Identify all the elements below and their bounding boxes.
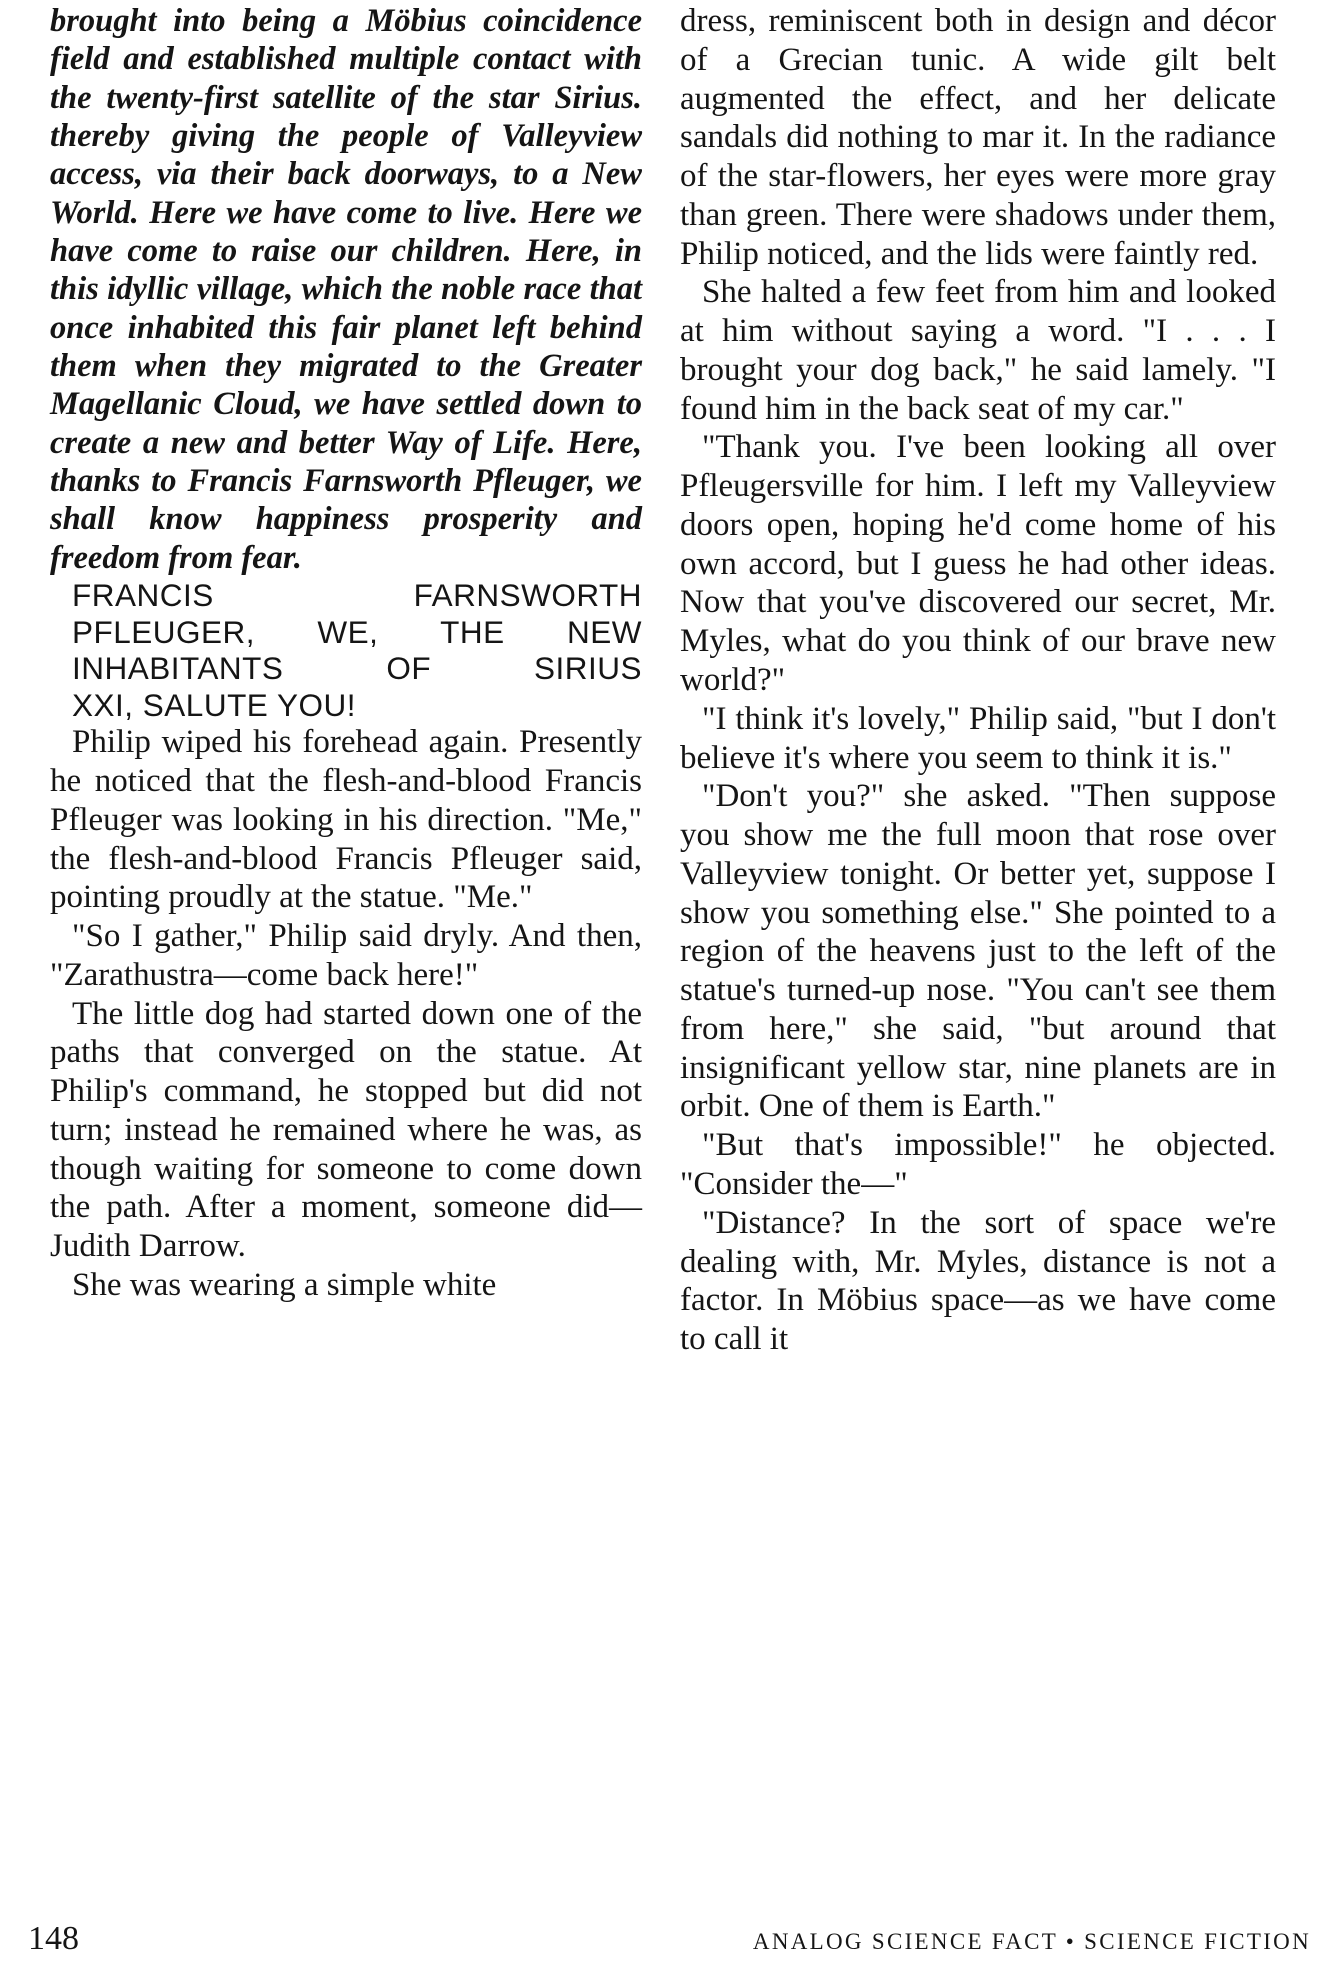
body-paragraph: The little dog had started down one of the paths that converged on the statue. At Philip's command, he stopped but did not turn; instead he remained where he was, as though waiting for someone to come down the path. After a moment, someone did—Judith Darrow.	[50, 995, 642, 1265]
body-paragraph: dress, reminiscent both in design and décor of a Grecian tunic. A wide gilt belt augmented the effect, and her delicate sandals did nothing to mar it. In the radiance of the star-flowers, her eyes were more gray than green. There were shadows under them, Philip noticed, and the lids were faintly red.	[680, 3, 1276, 272]
body-paragraph: "But that's impossible!" he objected. "Consider the—"	[680, 1127, 1276, 1202]
salute-line: XXI, SALUTE YOU!	[72, 686, 357, 723]
salute-line: PFLEUGER, WE, THE NEW	[72, 613, 642, 650]
body-paragraph: She halted a few feet from him and looked at him without saying a word. "I . . . I brought your dog back," he said lamely. "I found him in the back seat of my car."	[680, 274, 1276, 427]
right-column	[680, 2, 1276, 1359]
body-paragraph: Philip wiped his forehead again. Presently he noticed that the flesh-and-blood Francis Pfleuger was looking in his direction. "Me," the flesh-and-blood Francis Pfleuger said, pointing proudly at the statue. "Me."	[50, 724, 642, 916]
page-number: 148	[28, 1920, 79, 1957]
statue-inscription: brought into being a Möbius coincidence field and established multiple contact with the twenty-first satellite of the star Sirius. thereby giving the people of Valleyview access, via their back doorways, to a New World. Here we have come to live. Here we have come to raise our children. Here, in this idyllic village, which the noble race that once inhabited this fair planet left behind them when they migrated to the Greater Magellanic Cloud, we have settled down to create a new and better Way of Life. Here, thanks to Francis Farnsworth Pfleuger, we shall know happiness prosperity and freedom from fear.	[50, 3, 642, 576]
body-paragraph: "So I gather," Philip said dryly. And then, "Zarathustra—come back here!"	[50, 918, 642, 993]
salute-line: INHABITANTS OF SIRIUS	[72, 650, 642, 687]
running-footer-title: ANALOG SCIENCE FACT • SCIENCE FICTION	[752, 1929, 1311, 1954]
body-paragraph: She was wearing a simple white	[72, 1267, 497, 1303]
body-paragraph: "Distance? In the sort of space we're dealing with, Mr. Myles, distance is not a factor. In Möbius space—as we have come to call it	[680, 1204, 1276, 1358]
body-paragraph: "Thank you. I've been looking all over Pfleugersville for him. I left my Valleyview doors open, hoping he'd come home of his own accord, but I guess he had other ideas. Now that you've discovered our secret, Mr. Myles, what do you think of our brave new world?"	[680, 429, 1276, 699]
body-paragraph: "Don't you?" she asked. "Then suppose you show me the full moon that rose over Valleyview tonight. Or better yet, suppose I show you something else." She pointed to a region of the heavens just to the left of the statue's turned-up nose. "You can't see them from here," she said, "but around that insignificant yellow star, nine planets are in orbit. One of them is Earth."	[680, 778, 1276, 1125]
body-paragraph: "I think it's lovely," Philip said, "but I don't believe it's where you seem to think it is."	[680, 700, 1276, 776]
salute-line: FRANCIS FARNSWORTH	[72, 577, 642, 614]
left-column	[50, 2, 642, 1305]
